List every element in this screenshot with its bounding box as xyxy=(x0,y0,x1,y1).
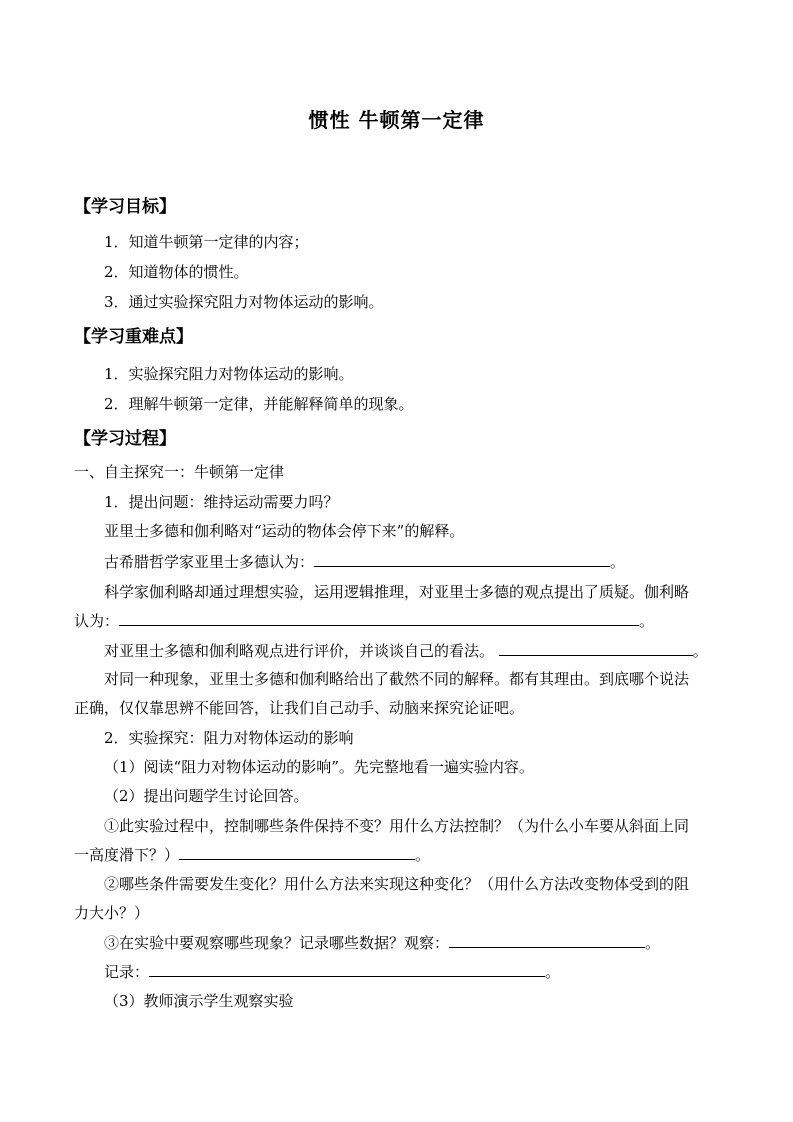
question-2: 2．实验探究：阻力对物体运动的影响 xyxy=(104,729,354,747)
condition-1-line-2 xyxy=(74,845,430,865)
galileo-answer-blank[interactable] xyxy=(119,611,639,626)
condition-3-line xyxy=(104,933,660,953)
key-points-heading: 【学习重难点】 xyxy=(74,327,193,347)
page-title: 惯性 牛顿第一定律 xyxy=(308,108,485,132)
step-3: （3）教师演示学生观察实验 xyxy=(104,992,294,1010)
period: 。 xyxy=(545,963,561,981)
goals-heading: 【学习目标】 xyxy=(74,197,176,217)
period: 。 xyxy=(639,612,655,630)
condition-2-line-2: 力大小？） xyxy=(74,904,150,922)
record-answer-blank[interactable] xyxy=(149,962,545,977)
condition-1-line-1: ①此实验过程中，控制哪些条件保持不变？用什么方法控制？（为什么小车要从斜面上同 xyxy=(104,817,690,835)
step-2: （2）提出问题学生讨论回答。 xyxy=(104,787,309,805)
record-line xyxy=(104,962,560,982)
same-phenomenon-line-2: 正确，仅仅靠思辨不能回答，让我们自己动手、动脑来探究论证吧。 xyxy=(74,699,525,717)
process-heading: 【学习过程】 xyxy=(74,429,176,449)
key-item-1: 1．实验探究阻力对物体运动的影响。 xyxy=(104,365,354,383)
observe-answer-blank[interactable] xyxy=(449,933,645,948)
aristotle-label: 古希腊哲学家亚里士多德认为： xyxy=(104,553,315,571)
condition-3-label: ③在实验中要观察哪些现象？记录哪些数据？观察： xyxy=(104,934,450,952)
evaluate-answer-blank[interactable] xyxy=(499,641,693,656)
same-phenomenon-line-1: 对同一种现象，亚里士多德和伽利略给出了截然不同的解释。都有其理由。到底哪个说法 xyxy=(104,670,690,688)
aristotle-line xyxy=(104,552,625,572)
aristotle-answer-blank[interactable] xyxy=(314,552,610,567)
record-label: 记录： xyxy=(104,963,150,981)
explain-paragraph: 亚里士多德和伽利略对“运动的物体会停下来”的解释。 xyxy=(104,522,465,540)
step-1: （1）阅读“阻力对物体运动的影响”。先完整地看一遍实验内容。 xyxy=(104,758,534,776)
question-1: 1．提出问题：维持运动需要力吗？ xyxy=(104,493,339,511)
condition-1-label: 一高度滑下？） xyxy=(74,846,180,864)
period: 。 xyxy=(610,553,626,571)
period: 。 xyxy=(415,846,431,864)
condition-2-line-1: ②哪些条件需要发生变化？用什么方法来实现这种变化？（用什么方法改变物体受到的阻 xyxy=(104,875,690,893)
key-item-2: 2．理解牛顿第一定律，并能解释简单的现象。 xyxy=(104,395,414,413)
evaluate-label: 对亚里士多德和伽利略观点进行评价，并谈谈自己的看法。 xyxy=(104,642,495,660)
period: 。 xyxy=(645,934,661,952)
period: 。 xyxy=(692,642,708,660)
part-one-heading: 一、自主探究一：牛顿第一定律 xyxy=(74,463,285,481)
goal-item-1: 1．知道牛顿第一定律的内容； xyxy=(104,233,309,251)
goal-item-3: 3．通过实验探究阻力对物体运动的影响。 xyxy=(104,293,384,311)
evaluate-line xyxy=(104,641,708,661)
galileo-line-1: 科学家伽利略却通过理想实验，运用逻辑推理，对亚里士多德的观点提出了质疑。伽利略 xyxy=(104,583,690,601)
condition-1-answer-blank[interactable] xyxy=(179,845,415,860)
galileo-label: 认为： xyxy=(74,612,120,630)
galileo-line-2 xyxy=(74,611,654,631)
goal-item-2: 2．知道物体的惯性。 xyxy=(104,263,249,281)
